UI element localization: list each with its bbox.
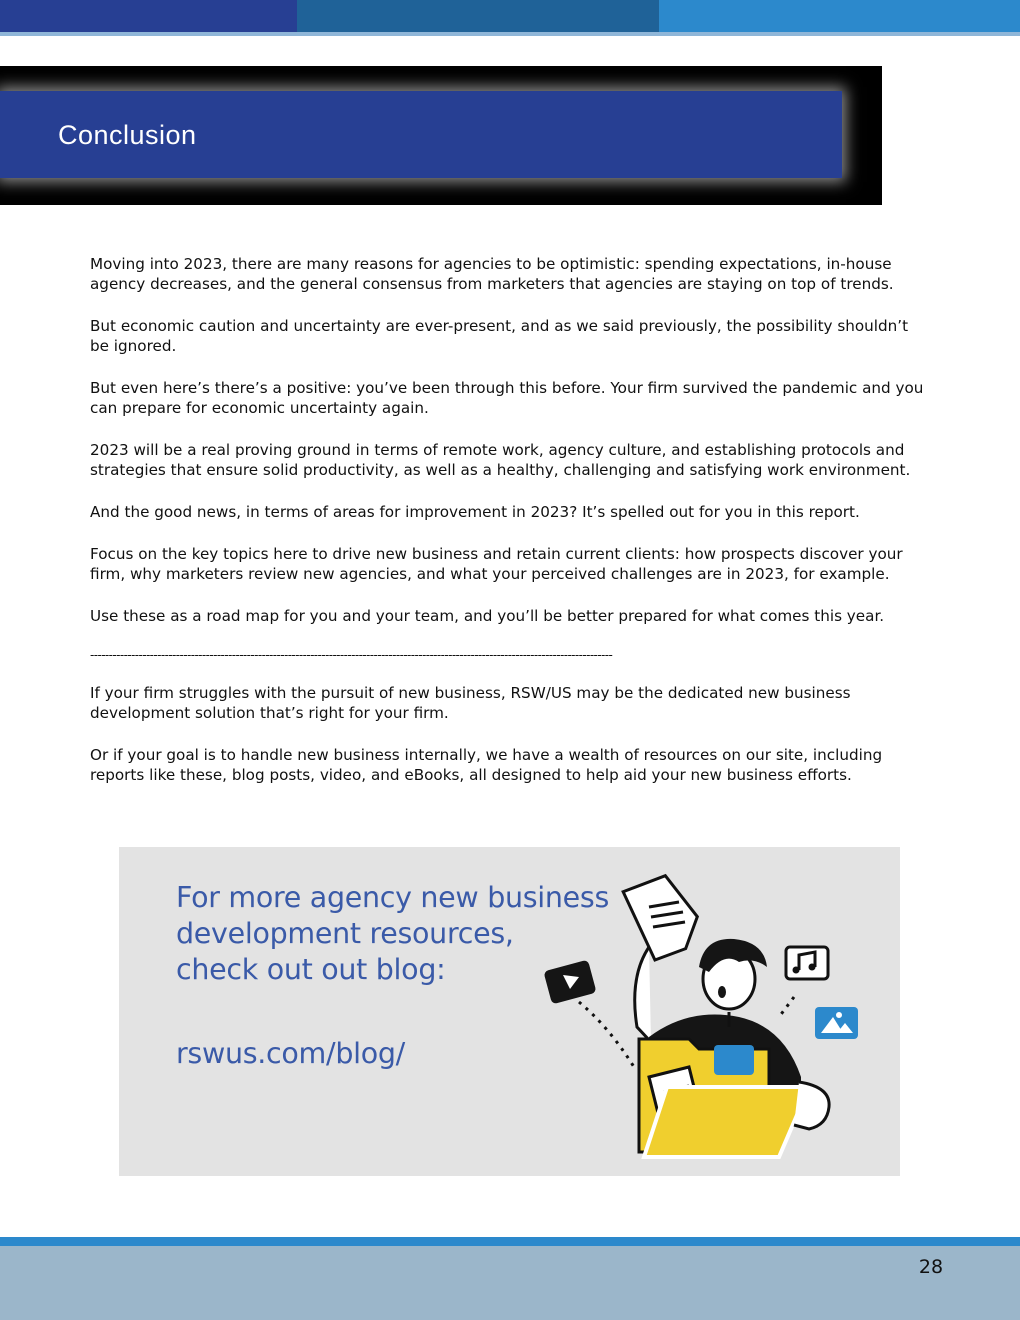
top-bar-underline: [0, 32, 1020, 36]
page-title: Conclusion: [58, 120, 197, 150]
paragraph: But even here’s there’s a positive: you’ve been through this before. Your firm survived the pandemic and you can prepare for economic uncertainty again.: [90, 379, 924, 417]
image-icon: [815, 1007, 858, 1039]
dotted-trail: [579, 1002, 634, 1067]
paragraph: Focus on the key topics here to drive new business and retain current clients: how prospects discover your firm, why marketers review new agencies, and what your perceived challenges are in 2023, for example.: [90, 545, 903, 583]
document-icon: [622, 872, 703, 963]
footer-band: [0, 1246, 1020, 1320]
blog-link[interactable]: rswus.com/blog/: [176, 1037, 405, 1070]
paragraph: And the good news, in terms of areas for improvement in 2023? It’s spelled out for you in this report.: [90, 503, 860, 521]
closing-paragraph: Or if your goal is to handle new business internally, we have a wealth of resources on our site, including reports like these, blog posts, video, and eBooks, all designed to help aid your new business efforts.: [90, 746, 883, 784]
page-number: 28: [918, 1256, 944, 1278]
body-text: [90, 254, 930, 807]
paragraph: Moving into 2023, there are many reasons for agencies to be optimistic: spending expectations, in-house agency decreases, and the general consensus from marketers that agencies are staying on top of trends.: [90, 255, 894, 293]
person-head: [699, 939, 767, 1027]
footer-accent-line: [0, 1237, 1020, 1246]
blog-promo-box[interactable]: [119, 847, 900, 1176]
closing-paragraph: If your firm struggles with the pursuit of new business, RSW/US may be the dedicated new business development solution that’s right for your firm.: [90, 684, 851, 722]
promo-line: check out out blog:: [176, 953, 446, 986]
hand: [794, 1082, 829, 1129]
top-color-bar: [0, 0, 1020, 36]
paragraph: Use these as a road map for you and your team, and you’ll be better prepared for what comes this year.: [90, 607, 885, 625]
dashed-divider: --------------------------------------------------------------------------------------------------------------------------------------------: [90, 648, 613, 662]
section-banner: [0, 91, 842, 178]
top-bar-segment-blue: [659, 0, 1020, 32]
promo-line: For more agency new business: [176, 881, 610, 914]
person-with-folder-illustration: [539, 867, 869, 1167]
video-play-icon: [543, 960, 596, 1005]
promo-line: development resources,: [176, 917, 514, 950]
music-note-icon: [786, 947, 828, 979]
paragraph: But economic caution and uncertainty are ever-present, and as we said previously, the possibility shouldn’t be ignored.: [90, 317, 909, 355]
paragraph: 2023 will be a real proving ground in terms of remote work, agency culture, and establishing protocols and strategies that ensure solid productivity, as well as a healthy, challenging and satisfying work environment.: [90, 441, 911, 479]
top-bar-segment-teal: [297, 0, 659, 32]
top-bar-segment-navy: [0, 0, 297, 32]
dotted-trail: [779, 997, 794, 1017]
